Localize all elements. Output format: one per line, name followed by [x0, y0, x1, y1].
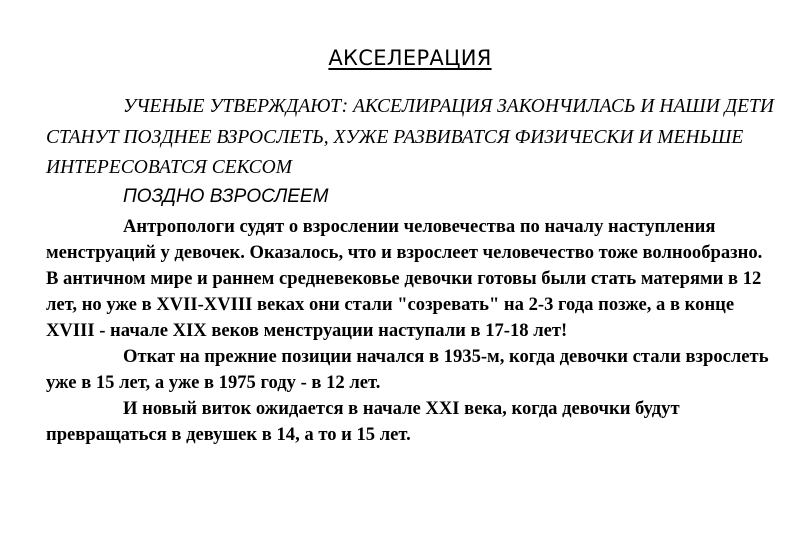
- slide-title: [0, 46, 810, 70]
- slide-title-text: АКСЕЛЕРАЦИЯ: [328, 46, 492, 70]
- body-text: [46, 214, 776, 448]
- paragraph-new-round: И новый виток ожидается в начале XXI века, когда девочки будут превращаться в девушек в 14, а то и 15 лет.: [46, 398, 680, 445]
- paragraph-rollback: Откат на прежние позиции начался в 1935-м, когда девочки стали взрослеть уже в 15 лет, а уже в 1975 году - в 12 лет.: [46, 346, 769, 393]
- claim-paragraph: УЧЕНЫЕ УТВЕРЖДАЮТ: АКСЕЛИРАЦИЯ ЗАКОНЧИЛАСЬ И НАШИ ДЕТИ СТАНУТ ПОЗДНЕЕ ВЗРОСЛЕТЬ, ХУЖЕ РАЗВИВАТСЯ ФИЗИЧЕСКИ И МЕНЬШЕ ИНТЕРЕСОВАТСЯ СЕКСОМ: [46, 96, 774, 178]
- section-subheading: ПОЗДНО ВЗРОСЛЕЕМ: [123, 186, 329, 207]
- paragraph-anthropologists: Антропологи судят о взрослении человечества по началу наступления менструаций у девочек. Оказалось, что и взрослеет человечество тоже волнообразно. В античном мире и раннем средневековье девочки готовы были стать матерями в 12 лет, но уже в XVII-XVIII веках они стали "созревать" на 2-3 года позже, а в конце XVIII - начале XIX веков менструации наступали в 17-18 лет!: [46, 216, 763, 341]
